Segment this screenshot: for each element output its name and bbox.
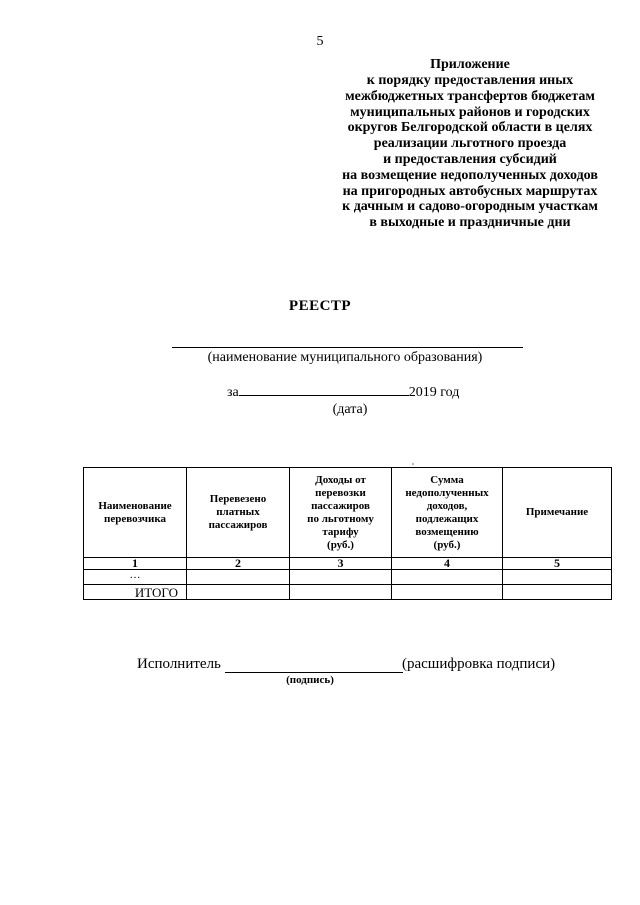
appendix-line: к дачным и садово-огородным участкам	[342, 199, 598, 215]
signature-decode-caption: (расшифровка подписи)	[402, 656, 556, 672]
municipality-blank-line	[172, 347, 523, 348]
column-number: 2	[187, 558, 290, 570]
table-cell	[503, 585, 612, 600]
signature-blank-line	[225, 672, 403, 673]
document-title: РЕЕСТР	[288, 298, 352, 314]
header-paid-passengers: Перевезено платных пассажиров	[187, 468, 290, 558]
date-caption: (дата)	[332, 402, 368, 417]
column-number: 1	[84, 558, 187, 570]
header-preferential-income: Доходы от перевозки пассажиров по льготному тарифу (руб.)	[290, 468, 392, 558]
date-blank-line	[239, 383, 409, 396]
appendix-line: и предоставления субсидий	[383, 151, 557, 167]
header-note: Примечание	[503, 468, 612, 558]
scan-speck	[412, 463, 414, 465]
header-carrier-name: Наименование перевозчика	[84, 468, 187, 558]
appendix-text	[300, 73, 640, 231]
total-row	[84, 585, 612, 600]
table-cell	[187, 570, 290, 585]
appendix-line: реализации льготного проезда	[373, 136, 567, 152]
appendix-line: муниципальных районов и городских	[350, 104, 590, 120]
municipality-caption: (наименование муниципального образования)	[207, 350, 483, 365]
signature-caption: (подпись)	[286, 674, 334, 686]
appendix-line: округов Белгородской области в целях	[347, 120, 593, 136]
ellipsis-cell: …	[84, 570, 187, 585]
header-lost-income-compensation: Сумма недополученных доходов, подлежащих возмещению (руб.)	[392, 468, 503, 558]
appendix-line: к порядку предоставления иных	[366, 73, 574, 88]
date-row	[227, 383, 459, 401]
table-cell	[503, 570, 612, 585]
appendix-line: на пригородных автобусных маршрутах	[342, 183, 598, 199]
executor-label: Исполнитель	[137, 656, 221, 672]
appendix-line: межбюджетных трансфертов бюджетам	[345, 88, 595, 104]
date-prefix: за	[227, 385, 239, 400]
column-number: 5	[503, 558, 612, 570]
table-cell	[392, 570, 503, 585]
table-cell	[290, 570, 392, 585]
table-cell	[392, 585, 503, 600]
appendix-line: в выходные и праздничные дни	[369, 215, 571, 231]
column-number: 4	[392, 558, 503, 570]
column-number: 3	[290, 558, 392, 570]
appendix-title: Приложение	[430, 57, 510, 72]
table-cell	[187, 585, 290, 600]
column-number-row	[84, 558, 612, 570]
date-year: 2019 год	[408, 385, 460, 400]
table-cell	[290, 585, 392, 600]
table-row	[84, 570, 612, 585]
total-label: ИТОГО	[84, 585, 187, 600]
page-number: 5	[316, 34, 324, 49]
registry-table	[83, 467, 612, 600]
table-header-row	[84, 468, 612, 558]
appendix-line: на возмещение недополученных доходов	[342, 167, 598, 183]
